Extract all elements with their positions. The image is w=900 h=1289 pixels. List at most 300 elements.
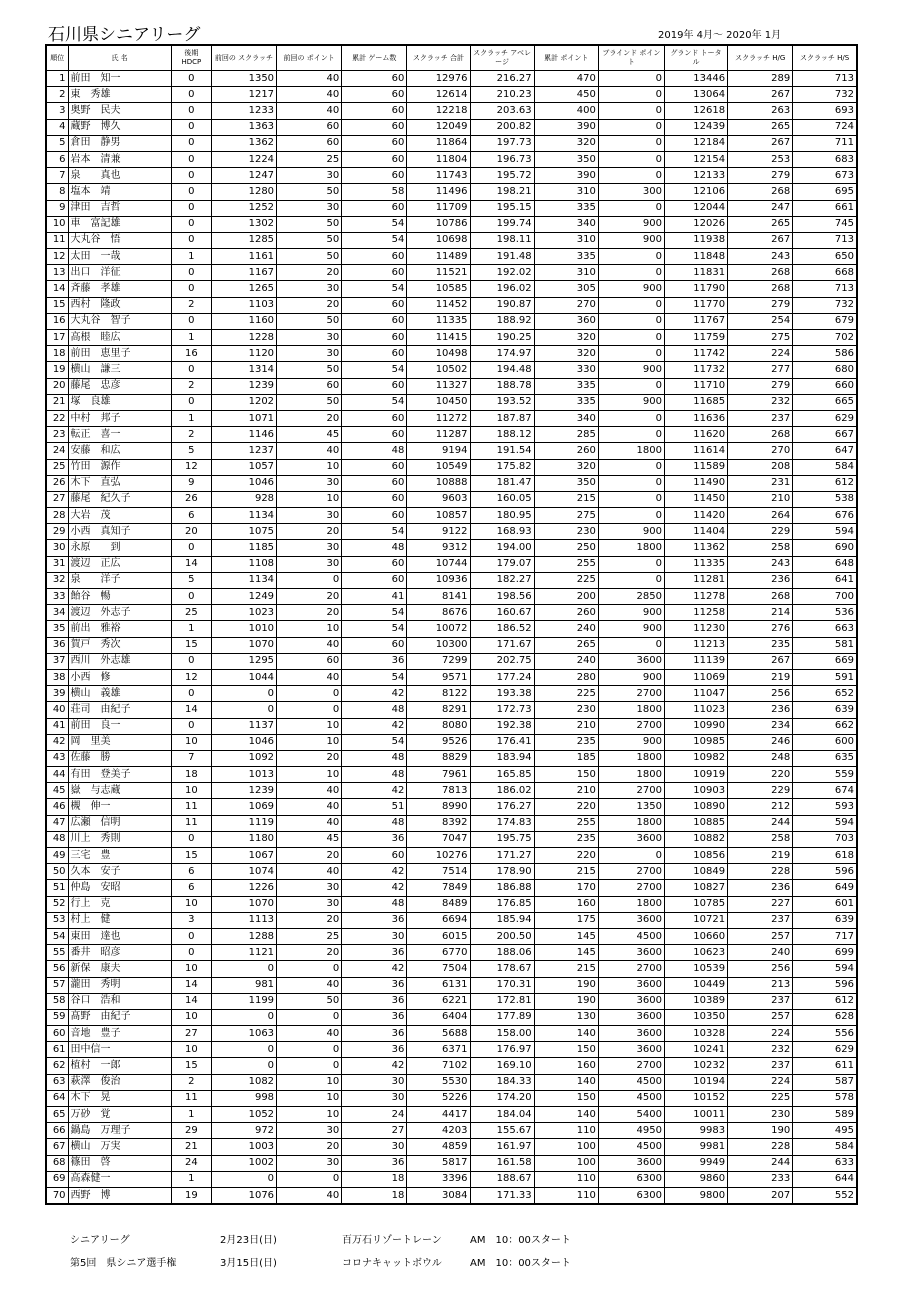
- cell-blind-points: 3600: [598, 912, 664, 928]
- cell-rank: 23: [46, 427, 68, 443]
- cell-hdcp: 0: [171, 184, 211, 200]
- cell-scratch-total: 8141: [407, 589, 470, 605]
- table-row: [46, 961, 857, 977]
- cell-scratch-hg: 267: [728, 232, 793, 248]
- cell-rank: 11: [46, 232, 68, 248]
- cell-rank: 31: [46, 556, 68, 572]
- cell-grand-total: 12154: [664, 151, 727, 167]
- cell-prev-points: 20: [277, 265, 342, 281]
- cell-scratch-hs: 596: [793, 977, 857, 993]
- cell-games: 54: [342, 362, 407, 378]
- cell-games: 48: [342, 443, 407, 459]
- cell-scratch-hg: 265: [728, 216, 793, 232]
- cell-prev-points: 10: [277, 621, 342, 637]
- cell-name: 東 秀雄: [68, 87, 171, 103]
- cell-hdcp: 29: [171, 1123, 211, 1139]
- cell-grand-total: 11069: [664, 669, 727, 685]
- table-row: [46, 734, 857, 750]
- cell-scratch-hs: 581: [793, 637, 857, 653]
- cell-scratch-total: 10786: [407, 216, 470, 232]
- cell-prev-points: 30: [277, 880, 342, 896]
- table-row: [46, 200, 857, 216]
- cell-scratch-average: 158.00: [470, 1026, 534, 1042]
- column-header-scratch-hg: スクラッチ H/G: [728, 45, 793, 71]
- cell-scratch-total: 6770: [407, 945, 470, 961]
- cell-prev-points: 30: [277, 281, 342, 297]
- cell-prev-scratch: 0: [211, 961, 276, 977]
- cell-prev-points: 40: [277, 443, 342, 459]
- cell-prev-scratch: 1046: [211, 734, 276, 750]
- cell-games: 41: [342, 589, 407, 605]
- cell-blind-points: 900: [598, 734, 664, 750]
- cell-rank: 56: [46, 961, 68, 977]
- table-row: [46, 1139, 857, 1155]
- cell-scratch-hg: 267: [728, 87, 793, 103]
- cell-hdcp: 20: [171, 524, 211, 540]
- page-title: 石川県シニアリーグ: [48, 25, 201, 45]
- cell-prev-points: 20: [277, 297, 342, 313]
- cell-games: 54: [342, 281, 407, 297]
- cell-rank: 9: [46, 200, 68, 216]
- table-row: [46, 1074, 857, 1090]
- cell-scratch-total: 12614: [407, 87, 470, 103]
- cell-blind-points: 3600: [598, 977, 664, 993]
- cell-rank: 24: [46, 443, 68, 459]
- cell-scratch-average: 193.38: [470, 686, 534, 702]
- cell-name: 飴谷 暢: [68, 589, 171, 605]
- cell-blind-points: 2700: [598, 864, 664, 880]
- footer-date-2: 3月15日(日): [220, 1258, 277, 1269]
- cell-scratch-hs: 600: [793, 734, 857, 750]
- cell-name: 中村 邦子: [68, 410, 171, 426]
- cell-blind-points: 900: [598, 524, 664, 540]
- cell-total-points: 170: [534, 880, 598, 896]
- cell-games: 18: [342, 1187, 407, 1204]
- cell-scratch-hg: 224: [728, 1074, 793, 1090]
- cell-name: 瀧田 秀明: [68, 977, 171, 993]
- cell-total-points: 390: [534, 119, 598, 135]
- cell-hdcp: 3: [171, 912, 211, 928]
- cell-scratch-hg: 253: [728, 151, 793, 167]
- cell-name: 植村 一郎: [68, 1058, 171, 1074]
- cell-total-points: 470: [534, 71, 598, 87]
- cell-prev-scratch: 1285: [211, 232, 276, 248]
- cell-scratch-hs: 495: [793, 1123, 857, 1139]
- cell-games: 60: [342, 297, 407, 313]
- cell-hdcp: 10: [171, 734, 211, 750]
- cell-name: 泉 真也: [68, 168, 171, 184]
- cell-scratch-average: 184.04: [470, 1107, 534, 1123]
- cell-hdcp: 0: [171, 281, 211, 297]
- cell-scratch-average: 170.31: [470, 977, 534, 993]
- cell-scratch-hg: 279: [728, 378, 793, 394]
- cell-rank: 59: [46, 1009, 68, 1025]
- cell-rank: 6: [46, 151, 68, 167]
- table-row: [46, 848, 857, 864]
- cell-grand-total: 9800: [664, 1187, 727, 1204]
- table-row: [46, 524, 857, 540]
- cell-scratch-average: 176.27: [470, 799, 534, 815]
- cell-games: 60: [342, 459, 407, 475]
- cell-prev-scratch: 1239: [211, 783, 276, 799]
- cell-total-points: 220: [534, 848, 598, 864]
- cell-rank: 15: [46, 297, 68, 313]
- cell-scratch-average: 186.52: [470, 621, 534, 637]
- cell-hdcp: 0: [171, 831, 211, 847]
- cell-prev-points: 50: [277, 993, 342, 1009]
- cell-scratch-hg: 236: [728, 572, 793, 588]
- cell-rank: 20: [46, 378, 68, 394]
- cell-grand-total: 10660: [664, 928, 727, 944]
- cell-blind-points: 300: [598, 184, 664, 200]
- cell-blind-points: 0: [598, 459, 664, 475]
- cell-prev-scratch: 1228: [211, 330, 276, 346]
- cell-games: 42: [342, 864, 407, 880]
- cell-grand-total: 11258: [664, 605, 727, 621]
- cell-scratch-total: 11496: [407, 184, 470, 200]
- cell-scratch-total: 4859: [407, 1139, 470, 1155]
- cell-prev-points: 0: [277, 961, 342, 977]
- cell-hdcp: 2: [171, 297, 211, 313]
- cell-scratch-average: 161.97: [470, 1139, 534, 1155]
- cell-scratch-hs: 667: [793, 427, 857, 443]
- cell-scratch-average: 172.81: [470, 993, 534, 1009]
- cell-total-points: 210: [534, 783, 598, 799]
- footer-time-2: AM 10：00スタート: [470, 1258, 571, 1269]
- cell-games: 36: [342, 1009, 407, 1025]
- cell-name: 前田 知一: [68, 71, 171, 87]
- table-row: [46, 216, 857, 232]
- cell-scratch-hg: 210: [728, 491, 793, 507]
- table-row: [46, 864, 857, 880]
- cell-name: 大丸谷 悟: [68, 232, 171, 248]
- cell-prev-points: 20: [277, 750, 342, 766]
- cell-hdcp: 6: [171, 508, 211, 524]
- cell-rank: 40: [46, 702, 68, 718]
- cell-name: 渡辺 正広: [68, 556, 171, 572]
- cell-total-points: 335: [534, 249, 598, 265]
- cell-rank: 66: [46, 1123, 68, 1139]
- cell-prev-scratch: 1217: [211, 87, 276, 103]
- table-row: [46, 1171, 857, 1187]
- cell-blind-points: 2700: [598, 961, 664, 977]
- cell-scratch-average: 196.73: [470, 151, 534, 167]
- cell-prev-points: 30: [277, 508, 342, 524]
- cell-scratch-total: 11415: [407, 330, 470, 346]
- cell-scratch-total: 7813: [407, 783, 470, 799]
- table-row: [46, 232, 857, 248]
- cell-blind-points: 0: [598, 427, 664, 443]
- footer-event-name: シニアリーグ: [70, 1235, 130, 1246]
- cell-scratch-hs: 618: [793, 848, 857, 864]
- cell-scratch-average: 177.89: [470, 1009, 534, 1025]
- cell-scratch-hg: 228: [728, 1139, 793, 1155]
- cell-prev-scratch: 1237: [211, 443, 276, 459]
- cell-scratch-hs: 703: [793, 831, 857, 847]
- cell-total-points: 200: [534, 589, 598, 605]
- cell-rank: 52: [46, 896, 68, 912]
- cell-grand-total: 12133: [664, 168, 727, 184]
- cell-games: 60: [342, 249, 407, 265]
- cell-hdcp: 0: [171, 119, 211, 135]
- cell-scratch-average: 186.88: [470, 880, 534, 896]
- cell-scratch-hg: 257: [728, 928, 793, 944]
- cell-prev-points: 10: [277, 734, 342, 750]
- cell-scratch-total: 10300: [407, 637, 470, 653]
- cell-prev-scratch: 1074: [211, 864, 276, 880]
- cell-name: 木下 直弘: [68, 475, 171, 491]
- column-header-name: 氏 名: [68, 45, 171, 71]
- cell-scratch-average: 210.23: [470, 87, 534, 103]
- cell-games: 48: [342, 702, 407, 718]
- cell-total-points: 335: [534, 394, 598, 410]
- cell-rank: 32: [46, 572, 68, 588]
- cell-grand-total: 10990: [664, 718, 727, 734]
- cell-scratch-hs: 635: [793, 750, 857, 766]
- cell-grand-total: 11362: [664, 540, 727, 556]
- cell-name: 佐藤 勝: [68, 750, 171, 766]
- cell-scratch-hg: 279: [728, 297, 793, 313]
- cell-hdcp: 0: [171, 168, 211, 184]
- cell-scratch-hs: 584: [793, 459, 857, 475]
- cell-games: 60: [342, 475, 407, 491]
- cell-hdcp: 6: [171, 880, 211, 896]
- cell-hdcp: 0: [171, 71, 211, 87]
- cell-scratch-average: 191.54: [470, 443, 534, 459]
- cell-scratch-total: 9194: [407, 443, 470, 459]
- cell-prev-points: 0: [277, 1171, 342, 1187]
- cell-scratch-hs: 652: [793, 686, 857, 702]
- cell-games: 36: [342, 912, 407, 928]
- cell-prev-scratch: 0: [211, 1042, 276, 1058]
- table-row: [46, 1042, 857, 1058]
- footer-time-1: AM 10：00スタート: [470, 1235, 571, 1246]
- cell-scratch-average: 174.20: [470, 1090, 534, 1106]
- cell-rank: 38: [46, 669, 68, 685]
- cell-games: 60: [342, 330, 407, 346]
- table-row: [46, 572, 857, 588]
- cell-prev-scratch: 1121: [211, 945, 276, 961]
- cell-games: 48: [342, 750, 407, 766]
- cell-games: 18: [342, 1171, 407, 1187]
- cell-grand-total: 11023: [664, 702, 727, 718]
- cell-prev-scratch: 1314: [211, 362, 276, 378]
- cell-total-points: 305: [534, 281, 598, 297]
- cell-hdcp: 0: [171, 313, 211, 329]
- cell-scratch-average: 160.05: [470, 491, 534, 507]
- table-row: [46, 491, 857, 507]
- cell-prev-scratch: 1252: [211, 200, 276, 216]
- cell-scratch-hs: 612: [793, 475, 857, 491]
- cell-hdcp: 24: [171, 1155, 211, 1171]
- cell-scratch-hs: 668: [793, 265, 857, 281]
- cell-total-points: 270: [534, 297, 598, 313]
- table-row: [46, 184, 857, 200]
- cell-prev-scratch: 1082: [211, 1074, 276, 1090]
- cell-total-points: 335: [534, 378, 598, 394]
- cell-prev-scratch: 0: [211, 1058, 276, 1074]
- cell-rank: 50: [46, 864, 68, 880]
- cell-hdcp: 21: [171, 1139, 211, 1155]
- cell-blind-points: 0: [598, 572, 664, 588]
- cell-name: 久本 安子: [68, 864, 171, 880]
- cell-rank: 33: [46, 589, 68, 605]
- cell-games: 54: [342, 605, 407, 621]
- cell-prev-points: 50: [277, 313, 342, 329]
- cell-prev-points: 20: [277, 912, 342, 928]
- cell-scratch-hg: 257: [728, 1009, 793, 1025]
- cell-scratch-hs: 699: [793, 945, 857, 961]
- cell-scratch-average: 198.21: [470, 184, 534, 200]
- cell-scratch-hg: 256: [728, 961, 793, 977]
- cell-hdcp: 0: [171, 718, 211, 734]
- cell-total-points: 140: [534, 1074, 598, 1090]
- cell-rank: 54: [46, 928, 68, 944]
- table-row: [46, 1123, 857, 1139]
- cell-scratch-hs: 596: [793, 864, 857, 880]
- cell-blind-points: 2700: [598, 783, 664, 799]
- cell-scratch-total: 11743: [407, 168, 470, 184]
- cell-grand-total: 11450: [664, 491, 727, 507]
- table-row: [46, 265, 857, 281]
- column-header-scratch-total: スクラッチ 合計: [407, 45, 470, 71]
- cell-grand-total: 11420: [664, 508, 727, 524]
- cell-games: 58: [342, 184, 407, 200]
- cell-prev-scratch: 1249: [211, 589, 276, 605]
- cell-scratch-total: 4203: [407, 1123, 470, 1139]
- cell-scratch-hs: 669: [793, 653, 857, 669]
- cell-rank: 62: [46, 1058, 68, 1074]
- table-header: [46, 45, 857, 71]
- cell-scratch-total: 5530: [407, 1074, 470, 1090]
- cell-name: 斉藤 孝雄: [68, 281, 171, 297]
- cell-total-points: 330: [534, 362, 598, 378]
- table-row: [46, 459, 857, 475]
- cell-games: 48: [342, 815, 407, 831]
- cell-hdcp: 0: [171, 362, 211, 378]
- cell-scratch-hs: 717: [793, 928, 857, 944]
- cell-games: 60: [342, 151, 407, 167]
- cell-scratch-total: 11489: [407, 249, 470, 265]
- cell-rank: 16: [46, 313, 68, 329]
- table-row: [46, 508, 857, 524]
- cell-blind-points: 0: [598, 378, 664, 394]
- cell-games: 27: [342, 1123, 407, 1139]
- cell-blind-points: 3600: [598, 1042, 664, 1058]
- cell-rank: 63: [46, 1074, 68, 1090]
- cell-grand-total: 11490: [664, 475, 727, 491]
- cell-games: 60: [342, 427, 407, 443]
- cell-blind-points: 1800: [598, 750, 664, 766]
- cell-blind-points: 3600: [598, 653, 664, 669]
- cell-total-points: 150: [534, 1090, 598, 1106]
- cell-rank: 5: [46, 135, 68, 151]
- cell-scratch-hg: 265: [728, 119, 793, 135]
- cell-scratch-hg: 237: [728, 993, 793, 1009]
- cell-scratch-total: 8676: [407, 605, 470, 621]
- table-row: [46, 1026, 857, 1042]
- cell-grand-total: 9949: [664, 1155, 727, 1171]
- cell-scratch-hg: 270: [728, 443, 793, 459]
- column-header-grand-total: グランド トータル: [664, 45, 727, 71]
- cell-hdcp: 11: [171, 1090, 211, 1106]
- cell-games: 36: [342, 977, 407, 993]
- cell-scratch-average: 194.00: [470, 540, 534, 556]
- season-period: 2019年 4月～ 2020年 1月: [658, 30, 782, 41]
- cell-scratch-total: 10698: [407, 232, 470, 248]
- cell-scratch-total: 5226: [407, 1090, 470, 1106]
- cell-prev-points: 45: [277, 427, 342, 443]
- cell-total-points: 150: [534, 1042, 598, 1058]
- cell-scratch-hs: 679: [793, 313, 857, 329]
- cell-scratch-total: 8489: [407, 896, 470, 912]
- cell-games: 60: [342, 135, 407, 151]
- cell-scratch-hs: 661: [793, 200, 857, 216]
- cell-prev-points: 30: [277, 346, 342, 362]
- cell-name: 安藤 和広: [68, 443, 171, 459]
- cell-scratch-average: 172.73: [470, 702, 534, 718]
- cell-name: 西野 博: [68, 1187, 171, 1204]
- cell-scratch-hg: 237: [728, 410, 793, 426]
- cell-prev-points: 10: [277, 1090, 342, 1106]
- cell-prev-scratch: 1120: [211, 346, 276, 362]
- cell-games: 60: [342, 848, 407, 864]
- table-row: [46, 896, 857, 912]
- table-row: [46, 313, 857, 329]
- cell-grand-total: 11790: [664, 281, 727, 297]
- cell-grand-total: 10623: [664, 945, 727, 961]
- cell-prev-scratch: 1350: [211, 71, 276, 87]
- cell-name: 小西 真知子: [68, 524, 171, 540]
- cell-total-points: 150: [534, 767, 598, 783]
- cell-prev-points: 0: [277, 572, 342, 588]
- cell-scratch-hs: 663: [793, 621, 857, 637]
- cell-name: 倉田 静男: [68, 135, 171, 151]
- cell-name: 出口 洋征: [68, 265, 171, 281]
- cell-scratch-total: 10450: [407, 394, 470, 410]
- cell-rank: 49: [46, 848, 68, 864]
- table-row: [46, 297, 857, 313]
- cell-scratch-hg: 254: [728, 313, 793, 329]
- cell-blind-points: 0: [598, 848, 664, 864]
- cell-prev-scratch: 1295: [211, 653, 276, 669]
- cell-blind-points: 0: [598, 410, 664, 426]
- cell-games: 60: [342, 556, 407, 572]
- cell-name: 前田 良一: [68, 718, 171, 734]
- cell-rank: 53: [46, 912, 68, 928]
- cell-total-points: 215: [534, 864, 598, 880]
- cell-prev-scratch: 1119: [211, 815, 276, 831]
- cell-prev-scratch: 1075: [211, 524, 276, 540]
- cell-grand-total: 11710: [664, 378, 727, 394]
- cell-name: 渡辺 外志子: [68, 605, 171, 621]
- cell-games: 60: [342, 168, 407, 184]
- cell-scratch-hg: 246: [728, 734, 793, 750]
- cell-hdcp: 2: [171, 1074, 211, 1090]
- cell-prev-scratch: 1010: [211, 621, 276, 637]
- column-header-scratch-average: スクラッチ アベレージ: [470, 45, 534, 71]
- cell-name: 鍋島 万理子: [68, 1123, 171, 1139]
- cell-prev-scratch: 1202: [211, 394, 276, 410]
- cell-total-points: 350: [534, 475, 598, 491]
- cell-prev-points: 0: [277, 702, 342, 718]
- cell-scratch-hs: 674: [793, 783, 857, 799]
- cell-prev-points: 30: [277, 330, 342, 346]
- cell-prev-points: 30: [277, 1155, 342, 1171]
- cell-prev-points: 10: [277, 1074, 342, 1090]
- cell-total-points: 140: [534, 1026, 598, 1042]
- cell-scratch-hs: 673: [793, 168, 857, 184]
